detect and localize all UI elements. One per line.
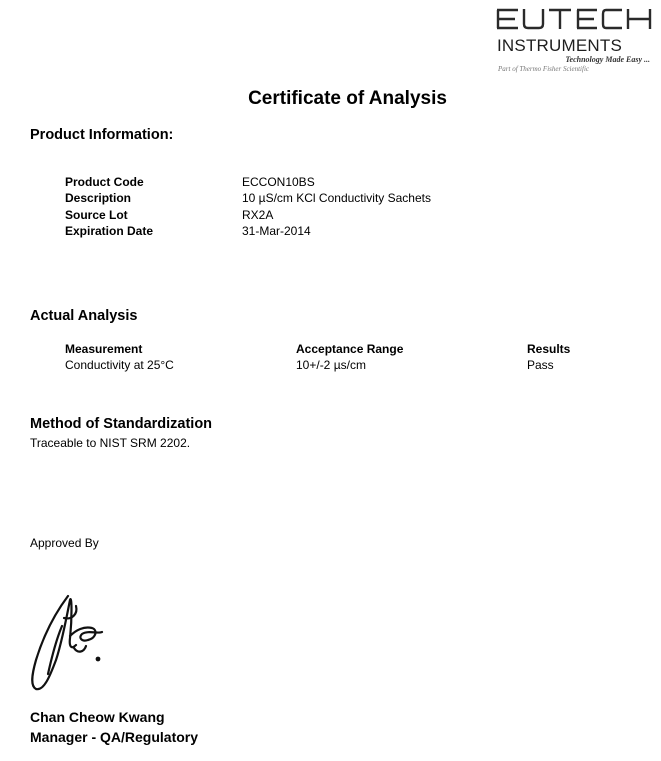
signatory-name: Chan Cheow Kwang [30, 709, 165, 725]
approved-by-label: Approved By [30, 536, 99, 550]
description-label: Description [65, 191, 132, 205]
expiration-date-value: 31-Mar-2014 [242, 224, 311, 238]
logo-parent-company: Part of Thermo Fisher Scientific [498, 65, 589, 73]
method-heading: Method of Standardization [30, 416, 213, 432]
acceptance-range-value: 10+/-2 µs/cm [296, 358, 366, 372]
description-value: 10 µS/cm KCl Conductivity Sachets [242, 191, 431, 205]
acceptance-range-column-header: Acceptance Range [296, 342, 404, 356]
expiration-date-label: Expiration Date [65, 224, 154, 238]
method-text: Traceable to NIST SRM 2202. [30, 436, 191, 450]
signature-image [26, 590, 112, 695]
product-info-heading: Product Information: [30, 127, 174, 143]
source-lot-value: RX2A [242, 208, 274, 222]
result-value: Pass [527, 358, 554, 372]
source-lot-label: Source Lot [65, 208, 128, 222]
measurement-column-header: Measurement [65, 342, 143, 356]
eutech-logo-mark [496, 8, 652, 30]
product-code-label: Product Code [65, 175, 144, 189]
product-code-value: ECCON10BS [242, 175, 315, 189]
measurement-value: Conductivity at 25°C [65, 358, 174, 372]
signature-dot [96, 657, 101, 662]
logo-subtitle: INSTRUMENTS [497, 36, 622, 55]
results-column-header: Results [527, 342, 571, 356]
actual-analysis-heading: Actual Analysis [30, 308, 138, 324]
logo-tagline: Technology Made Easy ... [565, 55, 650, 64]
document-title: Certificate of Analysis [248, 88, 447, 109]
company-logo [496, 8, 656, 74]
signatory-role: Manager - QA/Regulatory [30, 729, 199, 745]
